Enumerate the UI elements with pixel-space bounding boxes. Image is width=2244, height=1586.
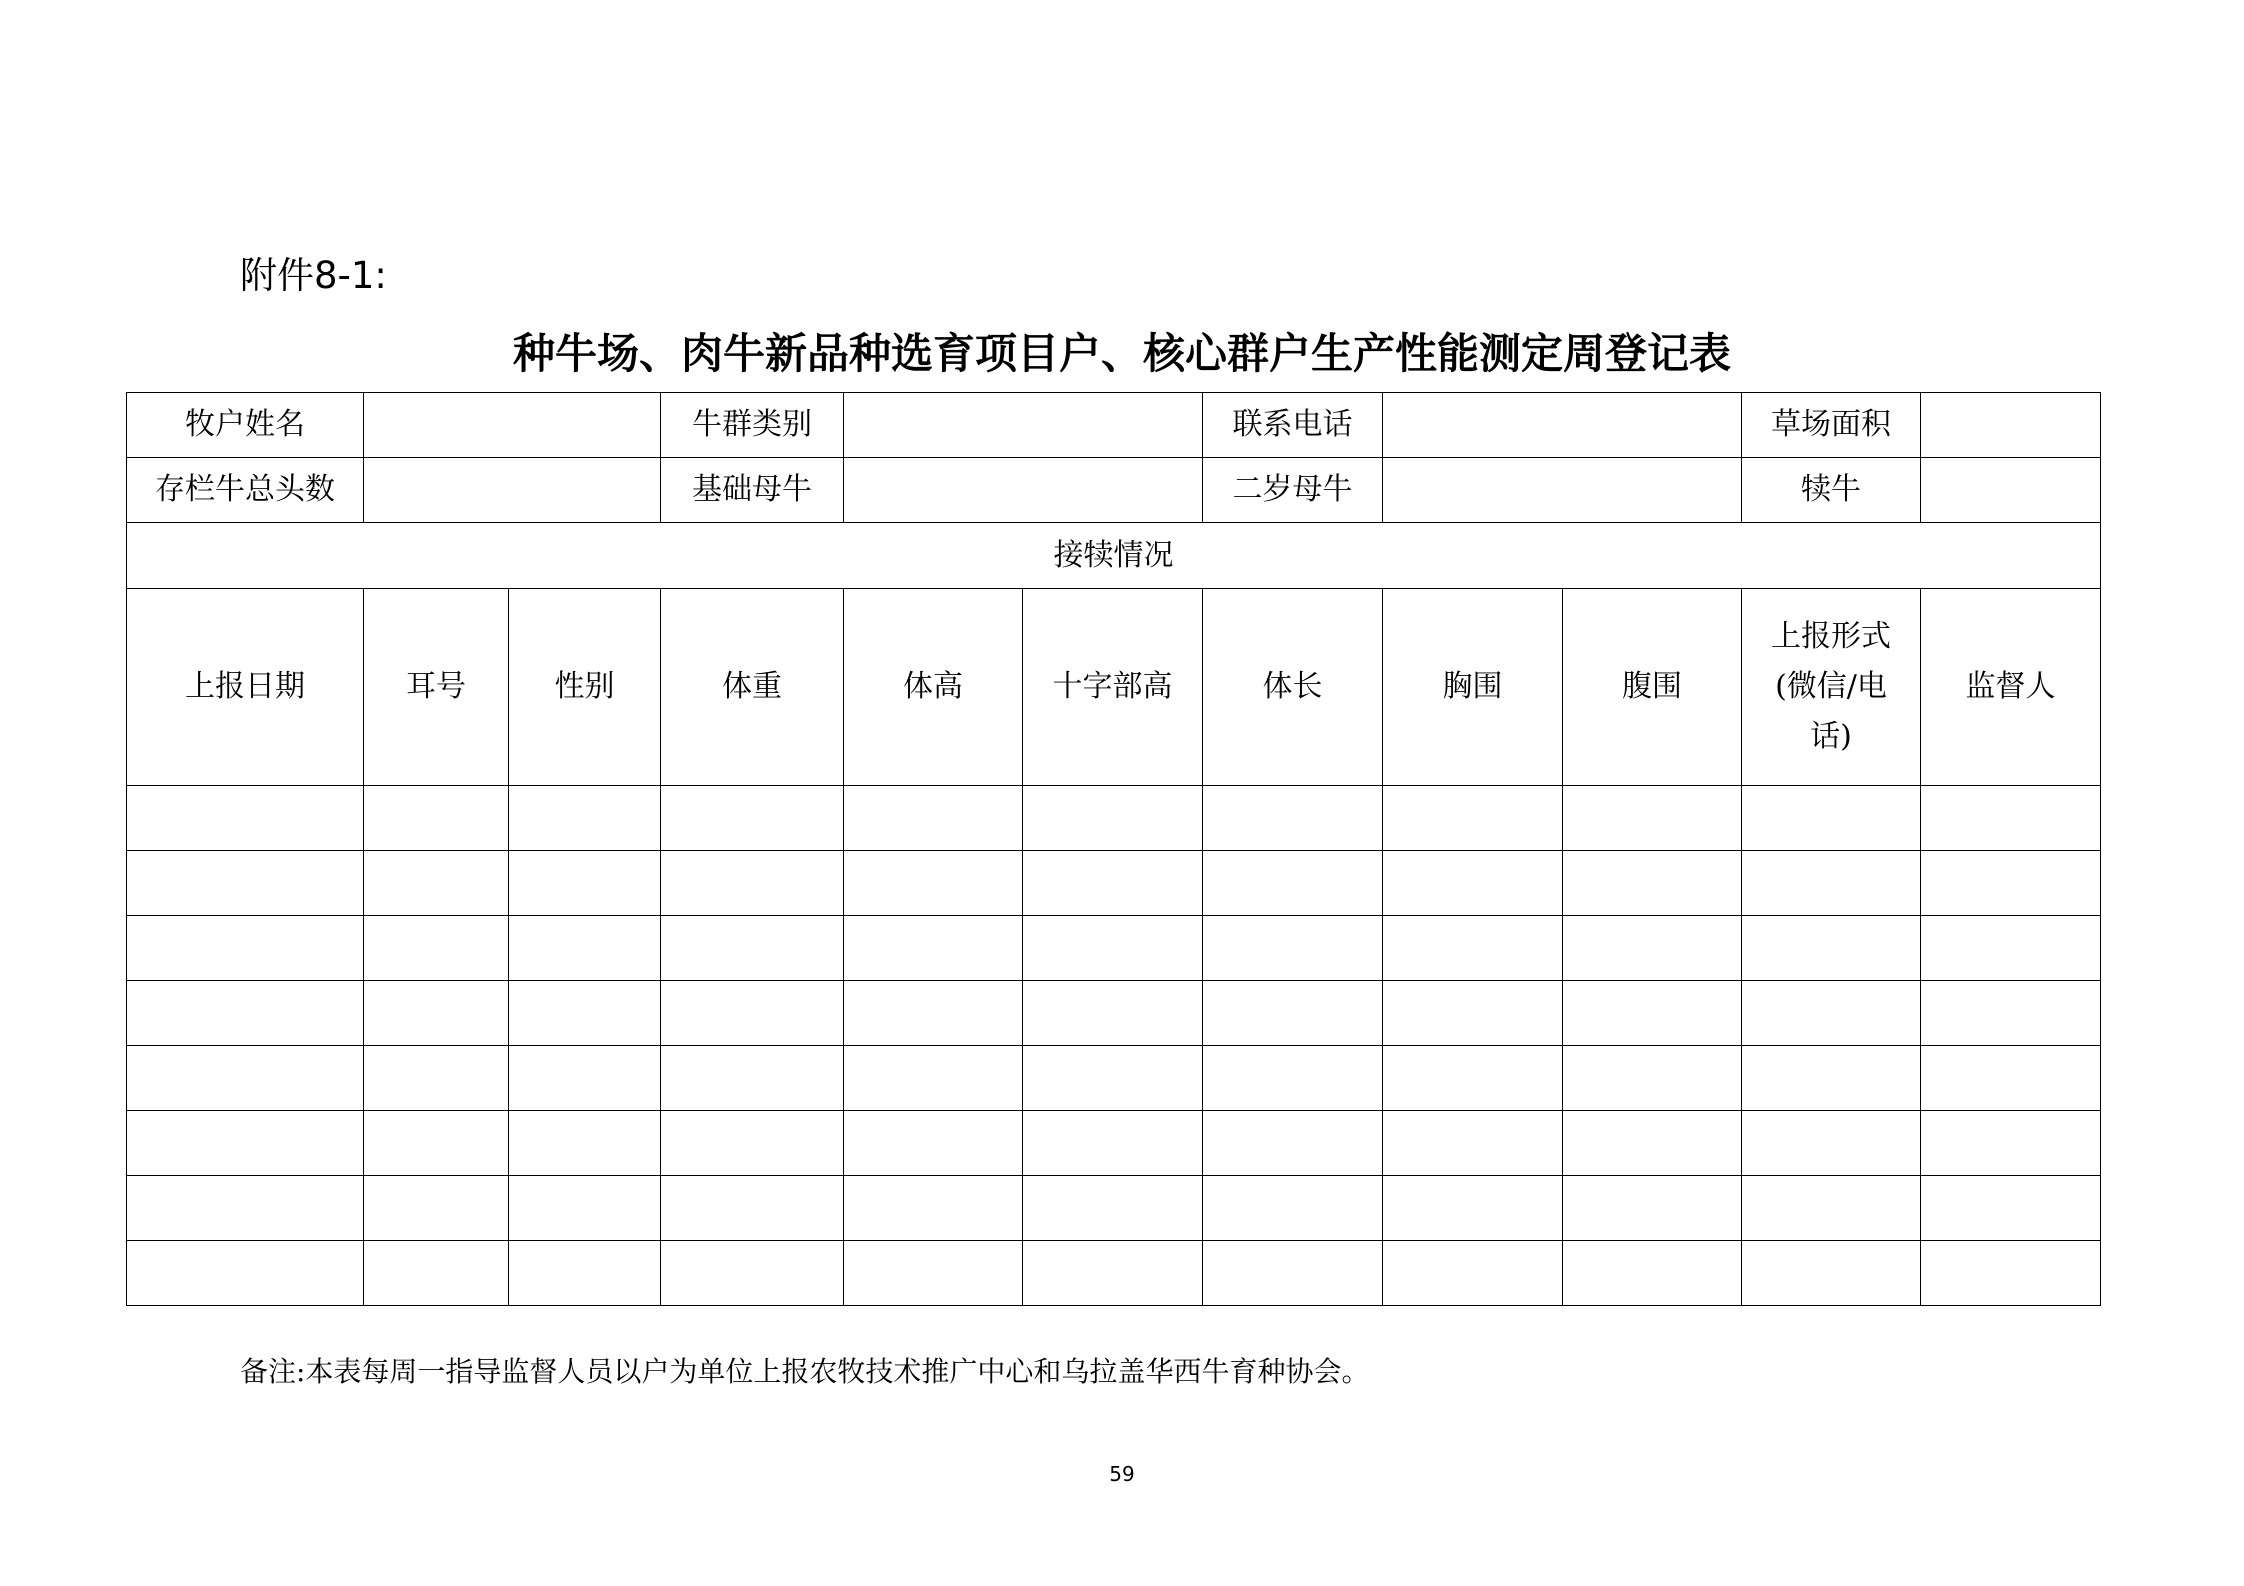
cell[interactable] xyxy=(1563,1241,1742,1306)
cell[interactable] xyxy=(1203,1046,1383,1111)
cell[interactable] xyxy=(1563,851,1742,916)
stock-total-field[interactable] xyxy=(364,458,661,523)
column-header-row xyxy=(127,589,2101,786)
cell[interactable] xyxy=(127,851,364,916)
cell[interactable] xyxy=(844,1111,1023,1176)
data-row xyxy=(127,1111,2101,1176)
col-hip-height: 十字部高 xyxy=(1023,589,1203,786)
cell[interactable] xyxy=(364,1111,509,1176)
cell[interactable] xyxy=(127,916,364,981)
footnote: 备注:本表每周一指导监督人员以户为单位上报农牧技术推广中心和乌拉盖华西牛育种协会。 xyxy=(240,1355,1370,1388)
cell[interactable] xyxy=(509,1111,661,1176)
two-year-cows-field[interactable] xyxy=(1383,458,1742,523)
data-row xyxy=(127,1176,2101,1241)
phone-label: 联系电话 xyxy=(1203,393,1383,458)
cell[interactable] xyxy=(1921,1241,2101,1306)
stock-total-label: 存栏牛总头数 xyxy=(127,458,364,523)
cell[interactable] xyxy=(661,981,844,1046)
col-abdomen-girth: 腹围 xyxy=(1563,589,1742,786)
cell[interactable] xyxy=(509,1046,661,1111)
cell[interactable] xyxy=(1203,916,1383,981)
cell[interactable] xyxy=(1383,1111,1563,1176)
cell[interactable] xyxy=(1203,981,1383,1046)
data-row xyxy=(127,851,2101,916)
col-report-form-line1: 上报形式 xyxy=(1771,619,1891,654)
data-row xyxy=(127,1046,2101,1111)
cell[interactable] xyxy=(1383,786,1563,851)
col-supervisor: 监督人 xyxy=(1921,589,2101,786)
cell[interactable] xyxy=(1203,1176,1383,1241)
page-title: 种牛场、肉牛新品种选育项目户、核心群户生产性能测定周登记表 xyxy=(512,329,1731,378)
info-row-1 xyxy=(127,393,2101,458)
phone-field[interactable] xyxy=(1383,393,1742,458)
section-row xyxy=(127,523,2101,589)
two-year-cows-label: 二岁母牛 xyxy=(1203,458,1383,523)
heifers-field[interactable] xyxy=(1921,458,2101,523)
info-row-2 xyxy=(127,458,2101,523)
cell[interactable] xyxy=(1023,981,1203,1046)
page-number: 59 xyxy=(1109,1462,1135,1486)
cell[interactable] xyxy=(1023,1241,1203,1306)
cell[interactable] xyxy=(1921,916,2101,981)
cell[interactable] xyxy=(844,1046,1023,1111)
attachment-label: 附件8-1: xyxy=(240,254,387,297)
data-row xyxy=(127,1241,2101,1306)
grassland-area-field[interactable] xyxy=(1921,393,2101,458)
data-row xyxy=(127,786,2101,851)
base-cows-label: 基础母牛 xyxy=(661,458,844,523)
cell[interactable] xyxy=(127,1176,364,1241)
cell[interactable] xyxy=(1921,981,2101,1046)
section-title: 接犊情况 xyxy=(127,523,2101,589)
col-weight: 体重 xyxy=(661,589,844,786)
cell[interactable] xyxy=(1023,1046,1203,1111)
base-cows-field[interactable] xyxy=(844,458,1203,523)
cell[interactable] xyxy=(509,1241,661,1306)
cell[interactable] xyxy=(661,851,844,916)
cell[interactable] xyxy=(1383,1176,1563,1241)
cell[interactable] xyxy=(844,916,1023,981)
col-report-form-line2: (微信/电 xyxy=(1775,669,1887,704)
cell[interactable] xyxy=(1742,1111,1921,1176)
cell[interactable] xyxy=(844,981,1023,1046)
cell[interactable] xyxy=(364,1176,509,1241)
cell[interactable] xyxy=(1742,916,1921,981)
col-height: 体高 xyxy=(844,589,1023,786)
cell[interactable] xyxy=(1742,981,1921,1046)
cell[interactable] xyxy=(1383,851,1563,916)
cell[interactable] xyxy=(127,981,364,1046)
cell[interactable] xyxy=(1023,916,1203,981)
cell[interactable] xyxy=(661,1241,844,1306)
cell[interactable] xyxy=(1742,1176,1921,1241)
cell[interactable] xyxy=(364,1241,509,1306)
cell[interactable] xyxy=(127,786,364,851)
cell[interactable] xyxy=(1921,1176,2101,1241)
cell[interactable] xyxy=(1742,786,1921,851)
cell[interactable] xyxy=(127,1111,364,1176)
herder-name-field[interactable] xyxy=(364,393,661,458)
cell[interactable] xyxy=(364,981,509,1046)
cell[interactable] xyxy=(1742,1241,1921,1306)
cell[interactable] xyxy=(1742,851,1921,916)
col-chest-girth: 胸围 xyxy=(1383,589,1563,786)
col-report-form-line3: 话) xyxy=(1810,719,1852,754)
herder-name-label: 牧户姓名 xyxy=(127,393,364,458)
cell[interactable] xyxy=(844,786,1023,851)
cell[interactable] xyxy=(844,1176,1023,1241)
cell[interactable] xyxy=(1023,1111,1203,1176)
cell[interactable] xyxy=(1563,786,1742,851)
cell[interactable] xyxy=(661,1046,844,1111)
registration-table xyxy=(126,392,2101,1306)
cell[interactable] xyxy=(1563,1111,1742,1176)
heifers-label: 犊牛 xyxy=(1742,458,1921,523)
cell[interactable] xyxy=(844,851,1023,916)
cell[interactable] xyxy=(661,1111,844,1176)
cell[interactable] xyxy=(661,1176,844,1241)
col-report-date: 上报日期 xyxy=(127,589,364,786)
cell[interactable] xyxy=(1383,1241,1563,1306)
cell[interactable] xyxy=(1023,786,1203,851)
col-report-form xyxy=(1742,589,1921,786)
herd-type-label: 牛群类别 xyxy=(661,393,844,458)
cell[interactable] xyxy=(1023,851,1203,916)
cell[interactable] xyxy=(364,1046,509,1111)
cell[interactable] xyxy=(1921,1046,2101,1111)
cell[interactable] xyxy=(1203,1241,1383,1306)
cell[interactable] xyxy=(127,1241,364,1306)
cell[interactable] xyxy=(364,786,509,851)
cell[interactable] xyxy=(1203,851,1383,916)
cell[interactable] xyxy=(1383,1046,1563,1111)
cell[interactable] xyxy=(127,1046,364,1111)
col-body-length: 体长 xyxy=(1203,589,1383,786)
cell[interactable] xyxy=(1563,1176,1742,1241)
cell[interactable] xyxy=(844,1241,1023,1306)
cell[interactable] xyxy=(1563,916,1742,981)
cell[interactable] xyxy=(509,916,661,981)
cell[interactable] xyxy=(1921,786,2101,851)
cell[interactable] xyxy=(1023,1176,1203,1241)
cell[interactable] xyxy=(509,786,661,851)
cell[interactable] xyxy=(364,851,509,916)
cell[interactable] xyxy=(1203,1111,1383,1176)
col-ear-tag: 耳号 xyxy=(364,589,509,786)
cell[interactable] xyxy=(509,1176,661,1241)
cell[interactable] xyxy=(1921,1111,2101,1176)
herd-type-field[interactable] xyxy=(844,393,1203,458)
col-sex: 性别 xyxy=(509,589,661,786)
cell[interactable] xyxy=(509,981,661,1046)
cell[interactable] xyxy=(1383,981,1563,1046)
data-row xyxy=(127,981,2101,1046)
cell[interactable] xyxy=(1921,851,2101,916)
cell[interactable] xyxy=(364,916,509,981)
grassland-area-label: 草场面积 xyxy=(1742,393,1921,458)
cell[interactable] xyxy=(661,786,844,851)
cell[interactable] xyxy=(661,916,844,981)
cell[interactable] xyxy=(1383,916,1563,981)
cell[interactable] xyxy=(1203,786,1383,851)
cell[interactable] xyxy=(1563,981,1742,1046)
cell[interactable] xyxy=(1742,1046,1921,1111)
cell[interactable] xyxy=(1563,1046,1742,1111)
cell[interactable] xyxy=(509,851,661,916)
data-row xyxy=(127,916,2101,981)
